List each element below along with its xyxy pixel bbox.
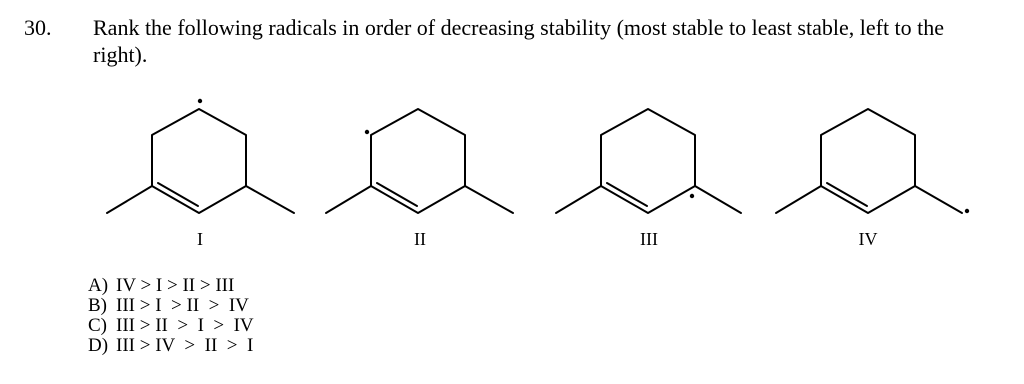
question-text: Rank the following radicals in order of decreasing stability (most stable to least stable, left to the right). bbox=[93, 15, 945, 67]
structure-label-i: I bbox=[197, 229, 203, 249]
structure-label-ii: II bbox=[414, 229, 426, 249]
choice-text: III > II > I > IV bbox=[116, 315, 254, 336]
choice-c[interactable] bbox=[88, 316, 254, 336]
choice-letter: B) bbox=[88, 295, 107, 316]
choice-a[interactable] bbox=[88, 276, 254, 296]
choice-letter: C) bbox=[88, 315, 107, 336]
radical-dot-ii bbox=[365, 130, 369, 134]
choice-b[interactable] bbox=[88, 296, 254, 316]
structure-iii bbox=[556, 109, 741, 213]
structure-iv bbox=[776, 109, 962, 213]
choice-text: III > I > II > IV bbox=[116, 295, 249, 316]
structure-i bbox=[107, 109, 294, 213]
choice-letter: D) bbox=[88, 335, 109, 356]
question-number: 30. bbox=[24, 15, 52, 40]
structure-ii bbox=[326, 109, 513, 213]
structure-label-iii: III bbox=[640, 229, 658, 249]
radical-dot-iv bbox=[965, 209, 969, 213]
choice-text: IV > I > II > III bbox=[116, 275, 235, 296]
choice-text: III > IV > II > I bbox=[116, 335, 254, 356]
radical-dot-i bbox=[198, 99, 202, 103]
choice-d[interactable] bbox=[88, 336, 254, 356]
radical-dot-iii bbox=[690, 194, 694, 198]
answer-choices bbox=[88, 276, 254, 356]
structure-label-iv: IV bbox=[858, 229, 878, 249]
choice-letter: A) bbox=[88, 275, 109, 296]
